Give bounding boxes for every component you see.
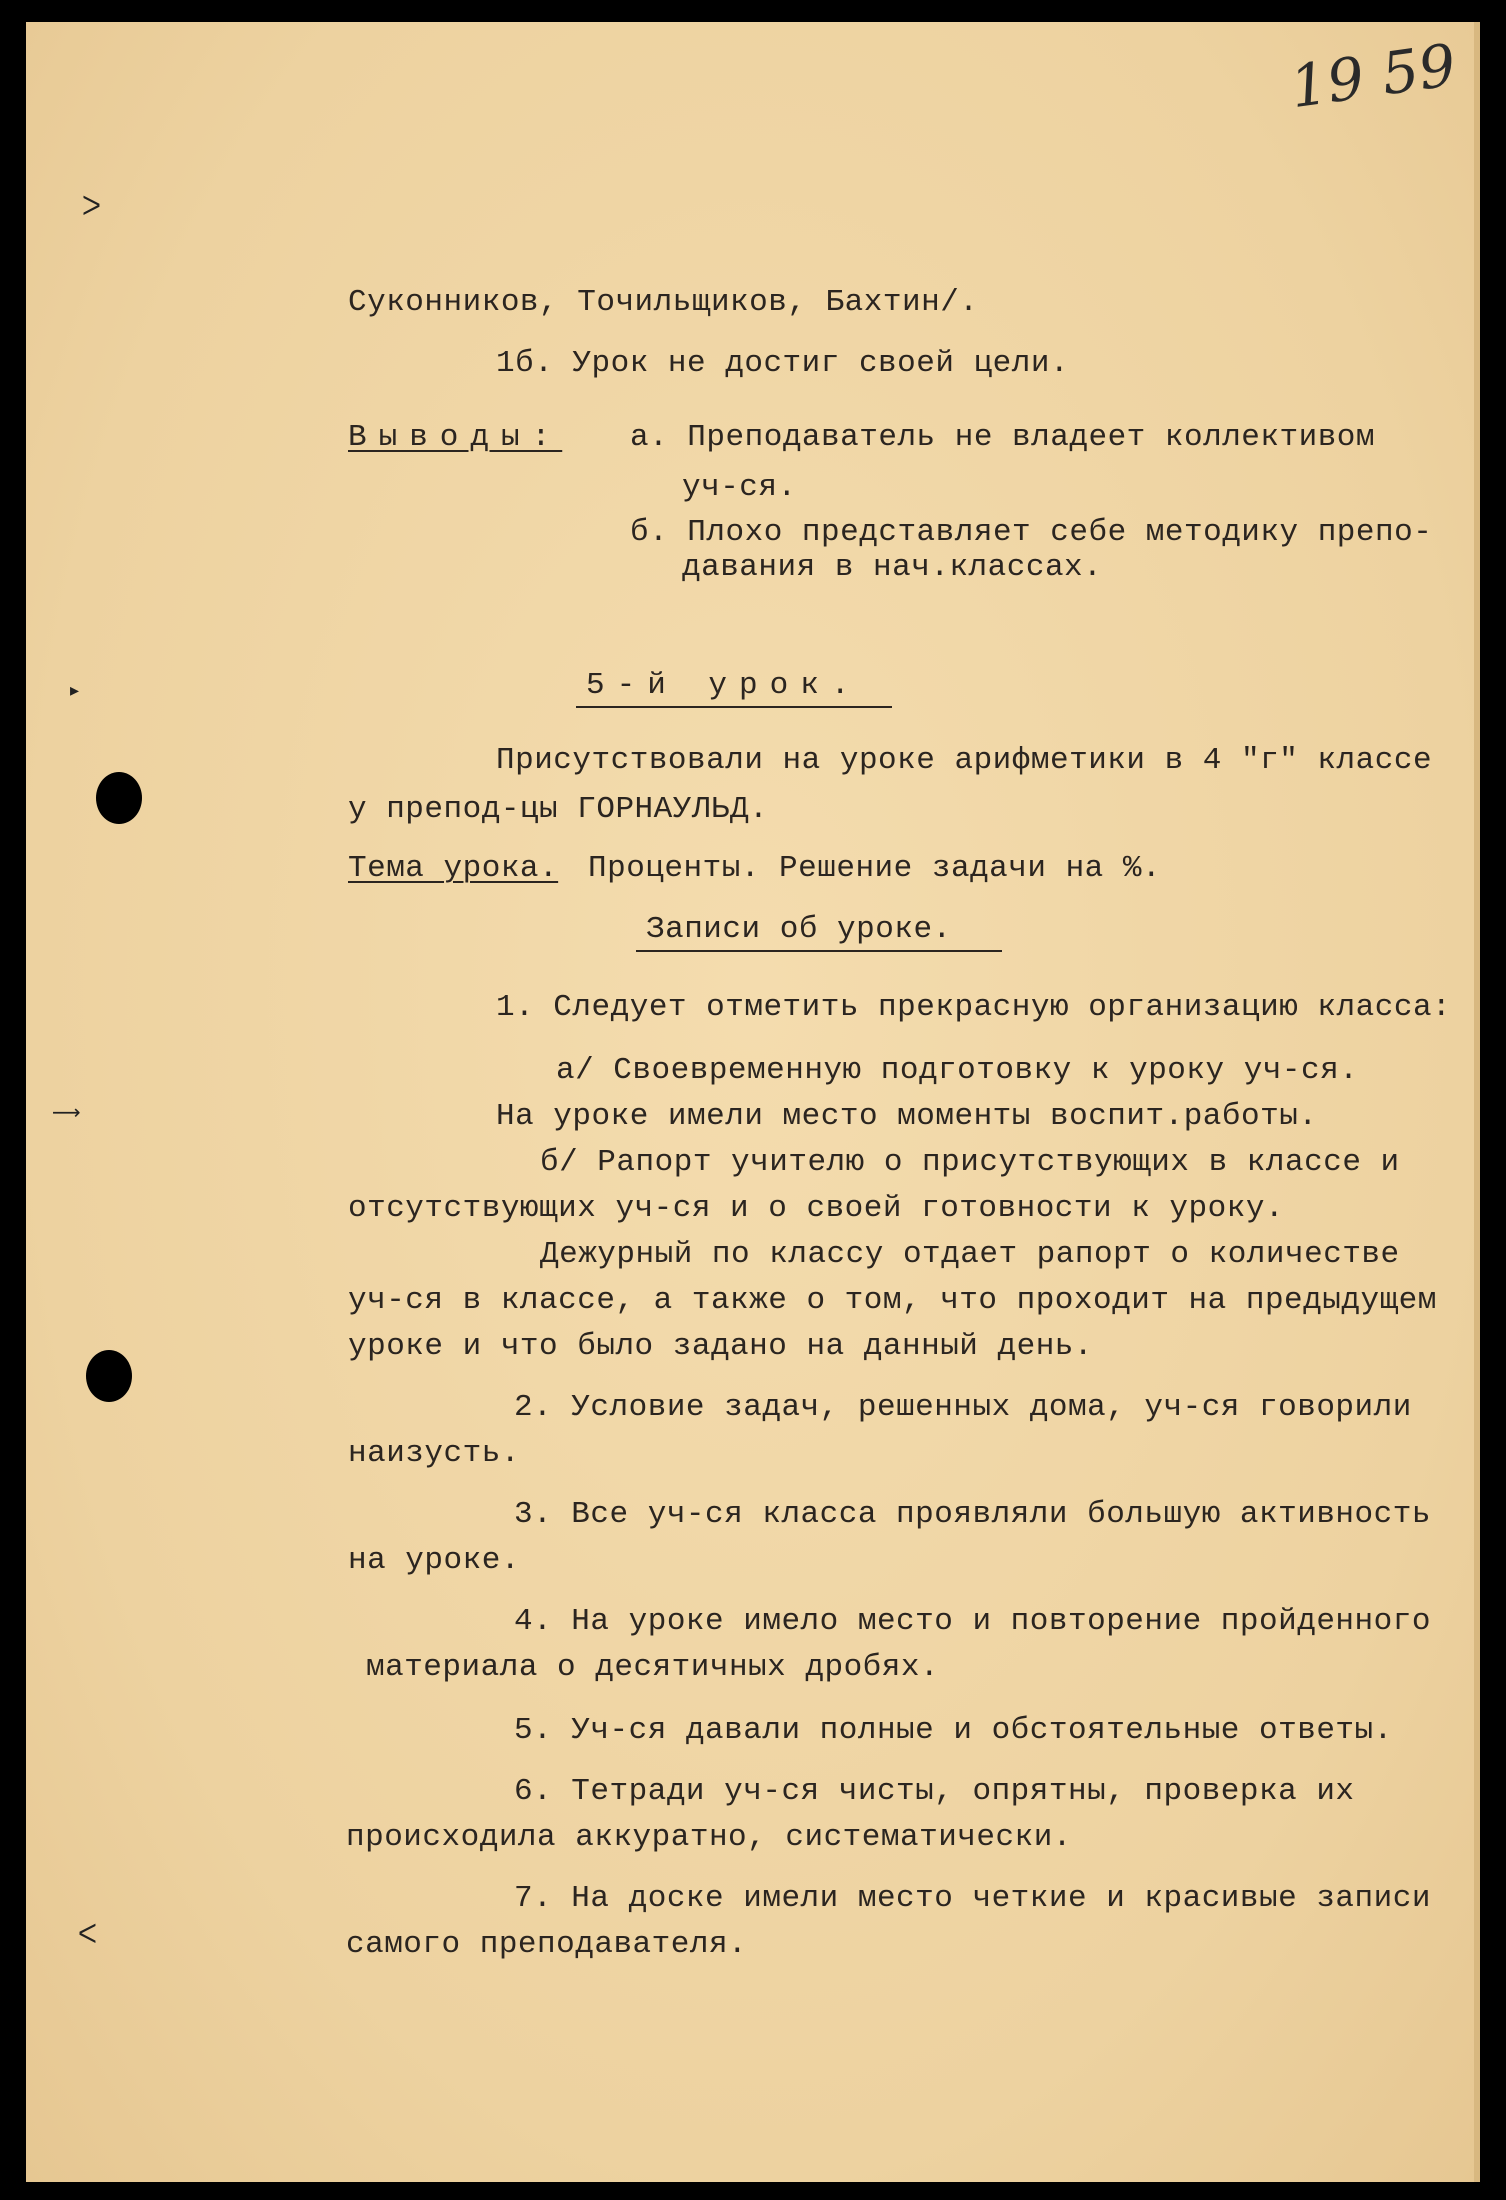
text-line: наизусть.	[348, 1436, 520, 1471]
text-line: 1. Следует отметить прекрасную организацию класса:	[496, 990, 1452, 1025]
conclusions-label: Выводы:	[348, 420, 563, 455]
text-line: На уроке имели место моменты воспит.работы.	[496, 1099, 1318, 1134]
text-line: б/ Рапорт учителю о присутствующих в классе и	[540, 1145, 1400, 1180]
punch-hole	[96, 772, 142, 824]
text-line: Дежурный по классу отдает рапорт о количестве	[540, 1237, 1400, 1272]
text-line: а. Преподаватель не владеет коллективом	[630, 420, 1376, 455]
text-line: Суконников, Точильщиков, Бахтин/.	[348, 285, 979, 320]
text-line: 4. На уроке имело место и повторение пройденного	[514, 1604, 1431, 1639]
text-line: Проценты. Решение задачи на %.	[588, 851, 1162, 886]
text-line: уроке и что было задано на данный день.	[348, 1329, 1094, 1364]
page-number: 19 59	[1286, 30, 1460, 122]
lesson-heading: 5-й урок.	[586, 668, 862, 703]
topic-label: Тема урока.	[348, 851, 559, 886]
text-line: 6. Тетради уч-ся чисты, опрятны, проверка их	[514, 1774, 1355, 1809]
heading-underline	[636, 950, 1002, 952]
text-line: самого преподавателя.	[346, 1927, 748, 1962]
text-line: происходила аккуратно, систематически.	[346, 1820, 1072, 1855]
text-line: на уроке.	[348, 1543, 520, 1578]
text-line: материала о десятичных дробях.	[366, 1650, 940, 1685]
text-line: 5. Уч-ся давали полные и обстоятельные ответы.	[514, 1713, 1393, 1748]
margin-mark: ⟶	[52, 1100, 81, 1124]
text-line: давания в нач.классах.	[682, 550, 1103, 585]
heading-underline	[576, 706, 892, 708]
text-line: 3. Все уч-ся класса проявляли большую активность	[514, 1497, 1431, 1532]
text-line: 7. На доске имели место четкие и красивые записи	[514, 1881, 1431, 1916]
text-line: б. Плохо представляет себе методику препо-	[630, 515, 1433, 550]
margin-mark: ᐸ	[78, 1920, 97, 1950]
notes-heading: Записи об уроке.	[646, 912, 952, 947]
text-line: отсутствующих уч-ся и о своей готовности к уроку.	[348, 1191, 1285, 1226]
text-line: 2. Условие задач, решенных дома, уч-ся говорили	[514, 1390, 1412, 1425]
text-line: Присутствовали на уроке арифметики в 4 "г" классе	[496, 743, 1433, 778]
text-line: уч-ся в классе, а также о том, что проходит на предыдущем	[348, 1283, 1437, 1318]
margin-mark: ᐳ	[82, 192, 101, 222]
punch-hole	[86, 1350, 132, 1402]
page-edge	[1474, 22, 1480, 2182]
text-line: 1б. Урок не достиг своей цели.	[496, 346, 1070, 381]
text-line: уч-ся.	[682, 470, 797, 505]
text-line: у препод-цы ГОРНАУЛЬД.	[348, 792, 769, 827]
margin-mark: ▸	[70, 680, 80, 701]
text-line: а/ Своевременную подготовку к уроку уч-ся.	[556, 1053, 1359, 1088]
